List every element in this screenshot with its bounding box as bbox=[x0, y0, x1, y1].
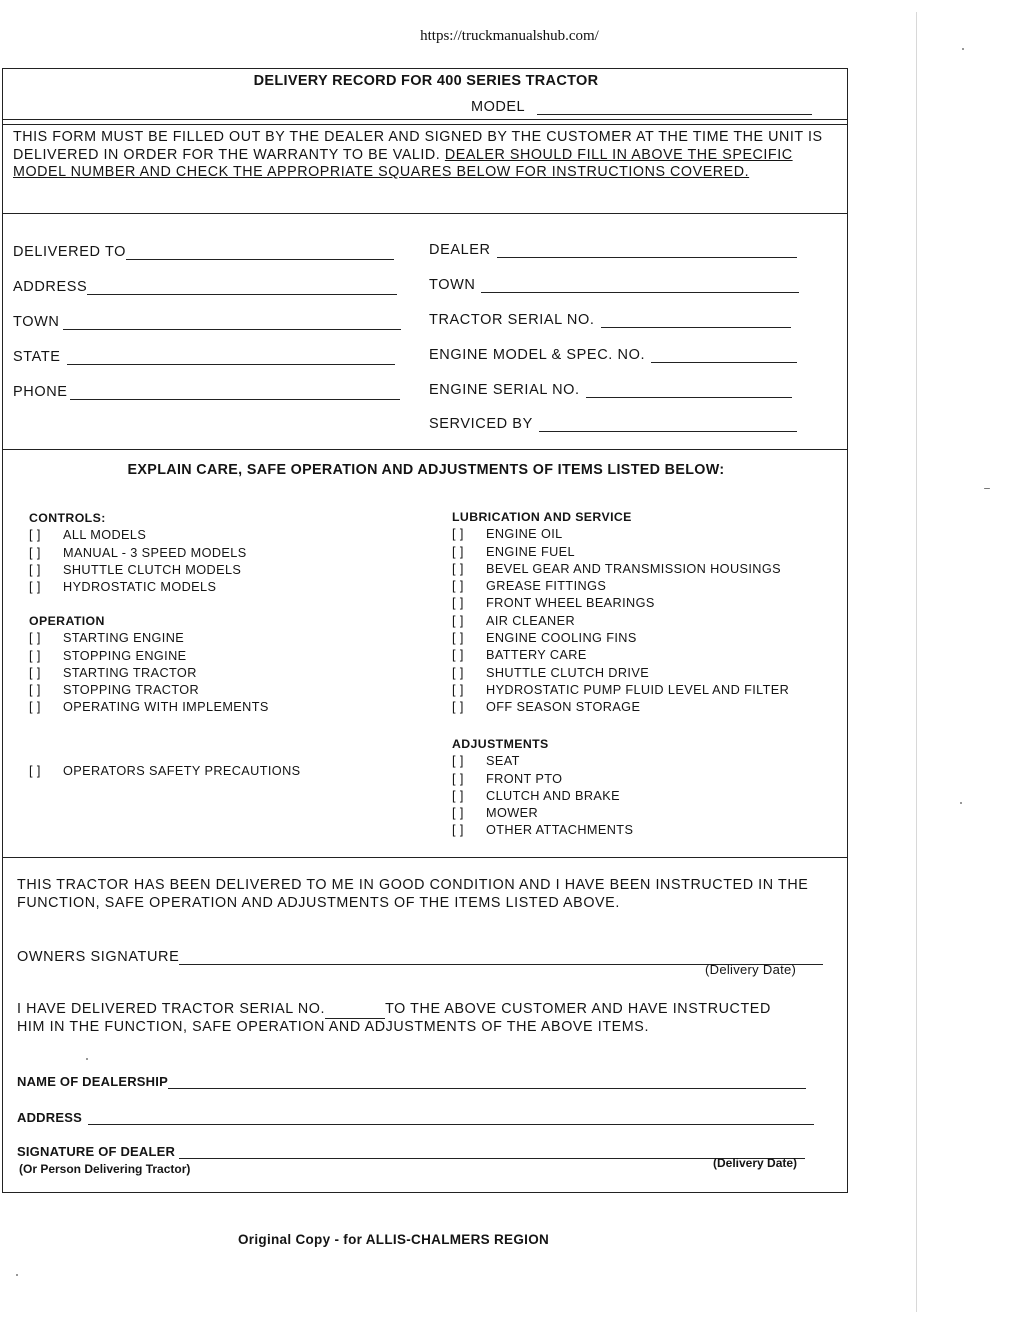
dealer-statement-c: HIM IN THE FUNCTION, SAFE OPERATION AND ADJUSTMENTS OF THE ABOVE ITEMS. bbox=[17, 1018, 650, 1035]
adjustments-heading: ADJUSTMENTS bbox=[452, 737, 549, 751]
tractor-serial-blank[interactable] bbox=[601, 314, 791, 328]
checkbox[interactable]: [ ] bbox=[452, 823, 464, 838]
item-label: AIR CLEANER bbox=[486, 613, 576, 628]
divider bbox=[3, 119, 847, 120]
checkbox[interactable]: [ ] bbox=[452, 648, 464, 663]
owner-statement: THIS TRACTOR HAS BEEN DELIVERED TO ME IN GOOD CONDITION AND I HAVE BEEN INSTRUCTED IN THE FUNCTION, SAFE OPERATION AND ADJUSTMENTS OF THE ITEMS LISTED ABOVE. bbox=[17, 877, 809, 911]
checkbox[interactable]: [ ] bbox=[452, 682, 464, 697]
item-label: STARTING TRACTOR bbox=[63, 665, 197, 680]
item-label: OPERATING WITH IMPLEMENTS bbox=[63, 700, 269, 715]
checklist-item[interactable] bbox=[29, 648, 269, 665]
delivered-to-label: DELIVERED TO bbox=[13, 244, 127, 260]
divider bbox=[3, 124, 847, 125]
item-label: MOWER bbox=[486, 806, 539, 821]
checkbox[interactable]: [ ] bbox=[452, 596, 464, 611]
checklist-item[interactable] bbox=[452, 699, 789, 716]
dealer-field[interactable] bbox=[429, 242, 797, 258]
lubrication-heading: LUBRICATION AND SERVICE bbox=[452, 510, 632, 524]
state-field[interactable] bbox=[13, 349, 395, 365]
item-label: ENGINE OIL bbox=[486, 527, 563, 542]
divider bbox=[3, 857, 847, 858]
checkbox[interactable]: [ ] bbox=[29, 562, 41, 577]
form-title: DELIVERY RECORD FOR 400 SERIES TRACTOR bbox=[253, 73, 599, 89]
item-label: SHUTTLE CLUTCH MODELS bbox=[63, 562, 242, 577]
checklist-item[interactable] bbox=[29, 579, 247, 596]
checkbox[interactable]: [ ] bbox=[29, 545, 41, 560]
item-label: HYDROSTATIC PUMP FLUID LEVEL AND FILTER bbox=[486, 682, 790, 697]
dealer-signature-note: (Or Person Delivering Tractor) bbox=[19, 1162, 191, 1176]
checkbox[interactable]: [ ] bbox=[29, 764, 41, 778]
controls-list bbox=[29, 510, 247, 596]
checkbox[interactable]: [ ] bbox=[452, 771, 464, 786]
item-label: SHUTTLE CLUTCH DRIVE bbox=[486, 665, 650, 680]
item-label: ENGINE COOLING FINS bbox=[486, 631, 637, 646]
state-label: STATE bbox=[13, 349, 61, 365]
model-blank[interactable] bbox=[537, 101, 812, 115]
divider bbox=[3, 449, 847, 450]
checkbox[interactable]: [ ] bbox=[29, 528, 41, 543]
checklist-item[interactable] bbox=[452, 822, 633, 839]
tractor-serial-blank[interactable] bbox=[325, 1005, 385, 1019]
adjustments-list bbox=[452, 736, 633, 840]
item-label: BEVEL GEAR AND TRANSMISSION HOUSINGS bbox=[486, 561, 781, 576]
dealer-signature-label: SIGNATURE OF DEALER bbox=[17, 1144, 176, 1159]
checkbox[interactable]: [ ] bbox=[29, 631, 41, 646]
dealership-name-blank[interactable] bbox=[168, 1077, 806, 1089]
checklist-item[interactable] bbox=[452, 771, 633, 788]
delivery-record-form bbox=[2, 68, 848, 1193]
checklist-item[interactable] bbox=[29, 630, 269, 647]
dealer-town-field[interactable] bbox=[429, 277, 799, 293]
checkbox[interactable]: [ ] bbox=[452, 544, 464, 559]
lubrication-list bbox=[452, 509, 789, 717]
phone-label: PHONE bbox=[13, 384, 68, 400]
item-label: STARTING ENGINE bbox=[63, 631, 185, 646]
controls-heading: CONTROLS: bbox=[29, 511, 106, 525]
item-label: STOPPING TRACTOR bbox=[63, 683, 200, 698]
town-blank[interactable] bbox=[63, 316, 401, 330]
checklist-item[interactable] bbox=[452, 630, 789, 647]
checkbox[interactable]: [ ] bbox=[29, 700, 41, 715]
checkbox[interactable]: [ ] bbox=[452, 613, 464, 628]
owner-signature-label: OWNERS SIGNATURE bbox=[17, 949, 180, 965]
dealer-blank[interactable] bbox=[497, 244, 797, 258]
item-label: STOPPING ENGINE bbox=[63, 648, 187, 663]
checkbox[interactable]: [ ] bbox=[452, 561, 464, 576]
dealer-signature-blank[interactable] bbox=[179, 1147, 805, 1159]
dealer-address-label: ADDRESS bbox=[17, 1110, 82, 1125]
item-label: ALL MODELS bbox=[63, 528, 147, 543]
tractor-serial-label: TRACTOR SERIAL NO. bbox=[429, 312, 595, 328]
delivered-to-blank[interactable] bbox=[126, 246, 394, 260]
checkbox[interactable]: [ ] bbox=[452, 754, 464, 769]
checklist-item[interactable] bbox=[452, 753, 633, 770]
dealer-statement-b: TO THE ABOVE CUSTOMER AND HAVE INSTRUCTED bbox=[385, 1001, 771, 1017]
item-label: BATTERY CARE bbox=[486, 648, 587, 663]
engine-serial-blank[interactable] bbox=[586, 384, 792, 398]
dealer-town-blank[interactable] bbox=[481, 279, 799, 293]
checkbox[interactable]: [ ] bbox=[452, 806, 464, 821]
divider bbox=[3, 213, 847, 214]
item-label: MANUAL - 3 SPEED MODELS bbox=[63, 545, 247, 560]
item-label: FRONT WHEEL BEARINGS bbox=[486, 596, 655, 611]
checkbox[interactable]: [ ] bbox=[452, 700, 464, 715]
checklist-item[interactable] bbox=[452, 665, 789, 682]
checklist-item[interactable] bbox=[29, 699, 269, 716]
instructions-text bbox=[13, 129, 833, 182]
engine-serial-field[interactable] bbox=[429, 382, 792, 398]
dealer-signature-field[interactable] bbox=[17, 1144, 805, 1159]
engine-model-field[interactable] bbox=[429, 347, 797, 363]
checkbox[interactable]: [ ] bbox=[29, 580, 41, 595]
state-blank[interactable] bbox=[67, 351, 395, 365]
checklist-item[interactable] bbox=[452, 526, 789, 543]
model-label: MODEL bbox=[471, 99, 525, 115]
engine-serial-label: ENGINE SERIAL NO. bbox=[429, 382, 580, 398]
phone-blank[interactable] bbox=[70, 386, 400, 400]
scan-speck bbox=[962, 48, 964, 50]
serviced-by-blank[interactable] bbox=[539, 418, 797, 432]
item-label: OTHER ATTACHMENTS bbox=[486, 823, 634, 838]
checkbox[interactable]: [ ] bbox=[452, 527, 464, 542]
item-label: GREASE FITTINGS bbox=[486, 579, 607, 594]
address-label: ADDRESS bbox=[13, 279, 88, 295]
scan-speck bbox=[16, 1274, 18, 1276]
checklist-item[interactable] bbox=[452, 561, 789, 578]
tractor-serial-field[interactable] bbox=[429, 312, 791, 328]
checkbox[interactable]: [ ] bbox=[29, 665, 41, 680]
checklist-item[interactable] bbox=[452, 647, 789, 664]
dealer-delivery-date-label: (Delivery Date) bbox=[713, 1156, 798, 1170]
dealer-address-blank[interactable] bbox=[88, 1113, 814, 1125]
item-label: ENGINE FUEL bbox=[486, 544, 575, 559]
engine-model-blank[interactable] bbox=[651, 349, 797, 363]
address-field[interactable] bbox=[13, 279, 397, 295]
town-field[interactable] bbox=[13, 314, 401, 330]
address-blank[interactable] bbox=[87, 281, 397, 295]
engine-model-label: ENGINE MODEL & SPEC. NO. bbox=[429, 347, 646, 363]
checklist-item[interactable] bbox=[29, 545, 247, 562]
dealership-name-field[interactable] bbox=[17, 1074, 806, 1089]
checklist-item[interactable] bbox=[452, 805, 633, 822]
item-label: SEAT bbox=[486, 754, 520, 769]
checklist-item[interactable] bbox=[29, 562, 247, 579]
item-label: HYDROSTATIC MODELS bbox=[63, 580, 217, 595]
dealer-address-field[interactable] bbox=[17, 1110, 814, 1125]
operation-list bbox=[29, 613, 269, 717]
item-label: OFF SEASON STORAGE bbox=[486, 700, 641, 715]
checkbox[interactable]: [ ] bbox=[452, 579, 464, 594]
checklist-item[interactable] bbox=[29, 527, 247, 544]
safety-list bbox=[29, 763, 301, 780]
serviced-by-label: SERVICED BY bbox=[429, 416, 533, 432]
item-label: CLUTCH AND BRAKE bbox=[486, 788, 621, 803]
dealer-statement-line1 bbox=[17, 1001, 847, 1019]
checkbox[interactable]: [ ] bbox=[29, 683, 41, 698]
source-url: https://truckmanualshub.com/ bbox=[420, 28, 599, 44]
item-label: FRONT PTO bbox=[486, 771, 563, 786]
explain-heading: EXPLAIN CARE, SAFE OPERATION AND ADJUSTMENTS OF ITEMS LISTED BELOW: bbox=[127, 462, 725, 478]
checklist-item[interactable] bbox=[452, 682, 789, 699]
operation-heading: OPERATION bbox=[29, 614, 105, 628]
scan-speck bbox=[86, 1058, 88, 1060]
serviced-by-field[interactable] bbox=[429, 416, 797, 432]
dealer-statement-a: I HAVE DELIVERED TRACTOR SERIAL NO. bbox=[17, 1001, 326, 1017]
instructions-part2: DEALER SHOULD FILL IN ABOVE THE SPECIFIC MODEL NUMBER AND CHECK THE APPROPRIATE SQUARES BELOW FOR INSTRUCTIONS COVERED. bbox=[13, 146, 793, 180]
checklist-item[interactable] bbox=[452, 578, 789, 595]
checklist-item[interactable] bbox=[29, 665, 269, 682]
item-label: OPERATORS SAFETY PRECAUTIONS bbox=[63, 764, 301, 778]
checklist-item[interactable] bbox=[452, 613, 789, 630]
checklist-item[interactable] bbox=[29, 763, 301, 780]
instructions-part1: THIS FORM MUST BE FILLED OUT BY THE DEALER AND SIGNED BY THE CUSTOMER AT THE TIME THE UNIT IS DELIVERED IN ORDER FOR THE WARRANTY TO BE VALID. bbox=[13, 129, 823, 163]
owner-signature-field[interactable] bbox=[17, 949, 823, 965]
footer-note: Original Copy - for ALLIS-CHALMERS REGION bbox=[238, 1232, 550, 1247]
dealer-label: DEALER bbox=[429, 242, 491, 258]
scan-speck bbox=[984, 488, 990, 489]
checkbox[interactable]: [ ] bbox=[452, 631, 464, 646]
town-label: TOWN bbox=[13, 314, 60, 330]
page-edge-line bbox=[916, 12, 917, 1312]
checklist-item[interactable] bbox=[452, 788, 633, 805]
checkbox[interactable]: [ ] bbox=[452, 788, 464, 803]
checkbox[interactable]: [ ] bbox=[452, 665, 464, 680]
phone-field[interactable] bbox=[13, 384, 400, 400]
dealer-town-label: TOWN bbox=[429, 277, 476, 293]
scan-speck bbox=[960, 802, 962, 804]
checklist-item[interactable] bbox=[452, 595, 789, 612]
checklist-item[interactable] bbox=[452, 544, 789, 561]
model-field[interactable] bbox=[471, 99, 812, 115]
checklist-item[interactable] bbox=[29, 682, 269, 699]
delivered-to-field[interactable] bbox=[13, 244, 394, 260]
checkbox[interactable]: [ ] bbox=[29, 648, 41, 663]
owner-delivery-date-label: (Delivery Date) bbox=[705, 962, 797, 977]
dealer-statement bbox=[17, 1001, 847, 1036]
dealership-name-label: NAME OF DEALERSHIP bbox=[17, 1074, 168, 1089]
